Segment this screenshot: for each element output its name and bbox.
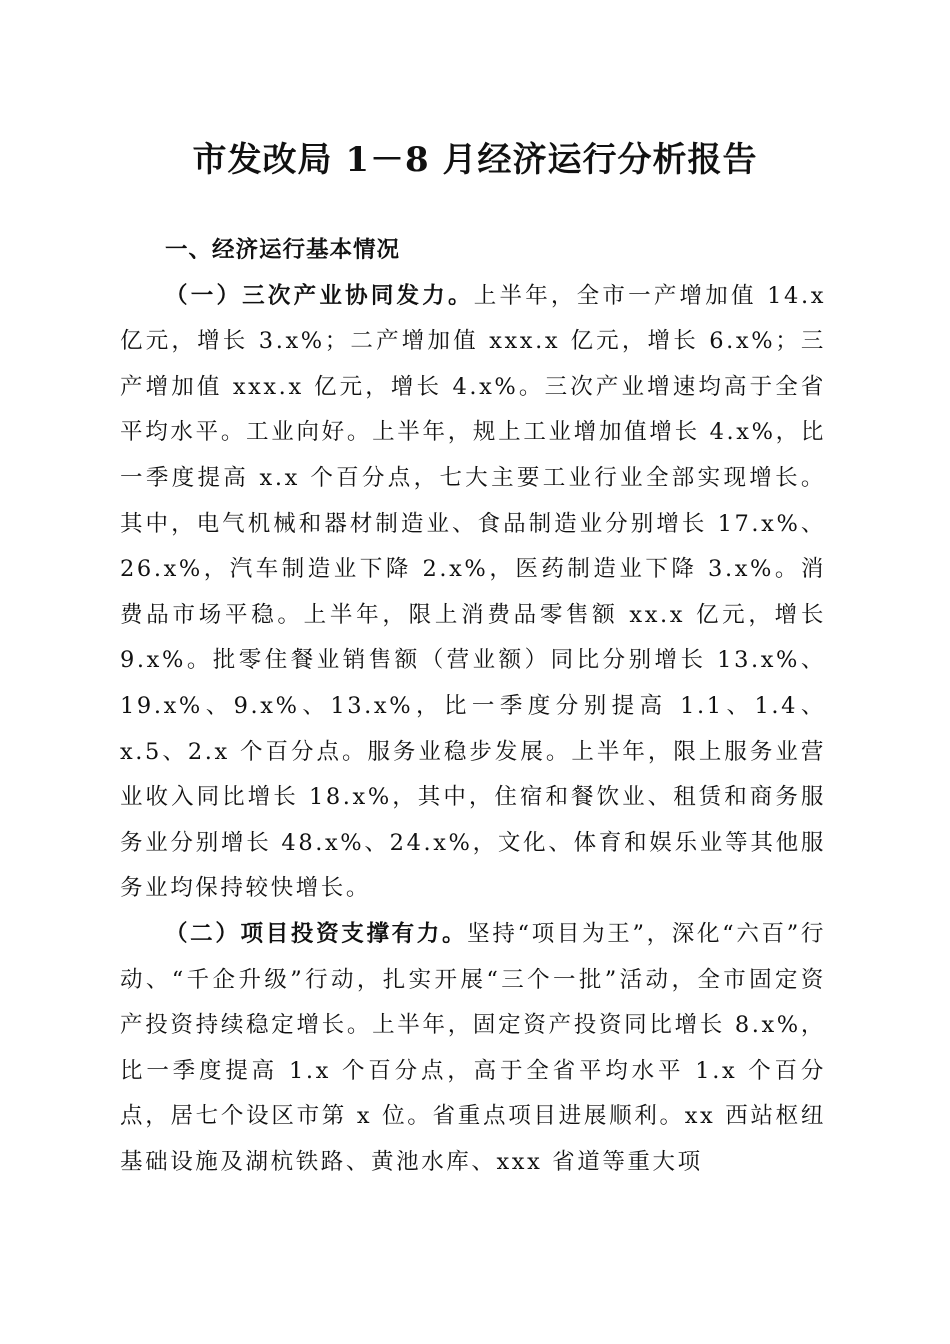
paragraph-investment xyxy=(120,912,826,1186)
paragraph-heading: （一）三次产业协同发力。 xyxy=(165,282,474,309)
paragraph-industry xyxy=(120,274,826,912)
document-body xyxy=(120,228,826,1185)
paragraph-text: 上半年，全市一产增加值 14.x 亿元，增长 3.x%；二产增加值 xxx.x 亿元，增长 6.x%；三产增加值 xxx.x 亿元，增长 4.x%。三次产业增速均高于全省平均水平。工业向好。上半年，规上工业增加值增长 4.x%，比一季度提高 x.x 个百分点，七大主要工业行业全部实现增长。其中，电气机械和器材制造业、食品制造业分别增长 17.x%、26.x%，汽车制造业下降 2.x%，医药制造业下降 3.x%。消费品市场平稳。上半年，限上消费品零售额 xx.x 亿元，增长 9.x%。批零住餐业销售额（营业额）同比分别增长 13.x%、19.x%、9.x%、13.x%，比一季度分别提高 1.1、1.4、x.5、2.x 个百分点。服务业稳步发展。上半年，限上服务业营业收入同比增长 18.x%，其中，住宿和餐饮业、租赁和商务服务业分别增长 48.x%、24.x%，文化、体育和娱乐业等其他服务业均保持较快增长。 xyxy=(120,282,826,902)
paragraph-heading: （二）项目投资支撑有力。 xyxy=(165,920,468,947)
document-title: 市发改局 1－8 月经济运行分析报告 xyxy=(192,140,758,180)
paragraph-text: 坚持“项目为王”，深化“六百”行动、“千企升级”行动，扎实开展“三个一批”活动，全市固定资产投资持续稳定增长。上半年，固定资产投资同比增长 8.x%，比一季度提高 1.x 个百分点，高于全省平均水平 1.x 个百分点，居七个设区市第 x 位。省重点项目进展顺利。xx 西站枢纽基础设施及湖杭铁路、黄池水库、xxx 省道等重大项 xyxy=(120,920,826,1175)
section-heading: 一、经济运行基本情况 xyxy=(165,237,401,263)
